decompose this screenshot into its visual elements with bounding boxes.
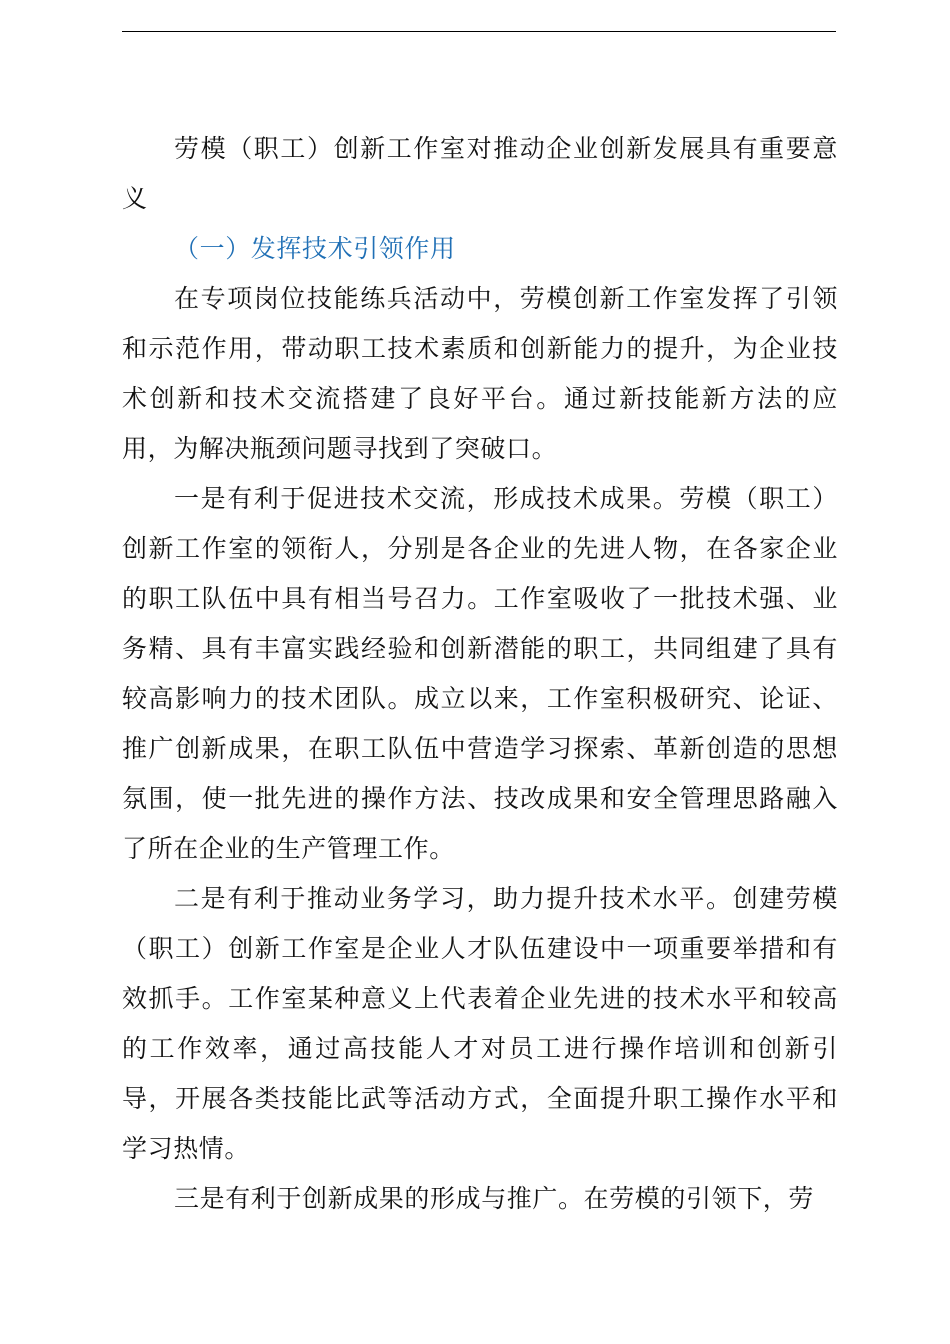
paragraph-intro: 在专项岗位技能练兵活动中，劳模创新工作室发挥了引领和示范作用，带动职工技术素质和创新能力的提升，为企业技术创新和技术交流搭建了良好平台。通过新技能新方法的应用，为解决瓶颈问题寻找到了突破口。 — [122, 284, 838, 463]
section-heading — [122, 224, 838, 274]
paragraph-point-three: 三是有利于创新成果的形成与推广。在劳模的引领下，劳 — [174, 1184, 815, 1213]
paragraph-point-two: 二是有利于推动业务学习，助力提升技术水平。创建劳模（职工）创新工作室是企业人才队伍建设中一项重要举措和有效抓手。工作室某种意义上代表着企业先进的技术水平和较高的工作效率，通过高技能人才对员工进行操作培训和创新引导，开展各类技能比武等活动方式，全面提升职工操作水平和学习热情。 — [122, 884, 838, 1163]
section-heading-text: （一）发挥技术引领作用 — [174, 234, 456, 263]
document-body — [122, 124, 838, 1224]
paragraph-point-one: 一是有利于促进技术交流，形成技术成果。劳模（职工）创新工作室的领衔人，分别是各企业的先进人物，在各家企业的职工队伍中具有相当号召力。工作室吸收了一批技术强、业务精、具有丰富实践经验和创新潜能的职工，共同组建了具有较高影响力的技术团队。成立以来，工作室积极研究、论证、推广创新成果，在职工队伍中营造学习探索、革新创造的思想氛围，使一批先进的操作方法、技改成果和安全管理思路融入了所在企业的生产管理工作。 — [122, 484, 838, 863]
document-title: 劳模（职工）创新工作室对推动企业创新发展具有重要意义 — [122, 134, 838, 213]
header-rule — [122, 31, 836, 32]
